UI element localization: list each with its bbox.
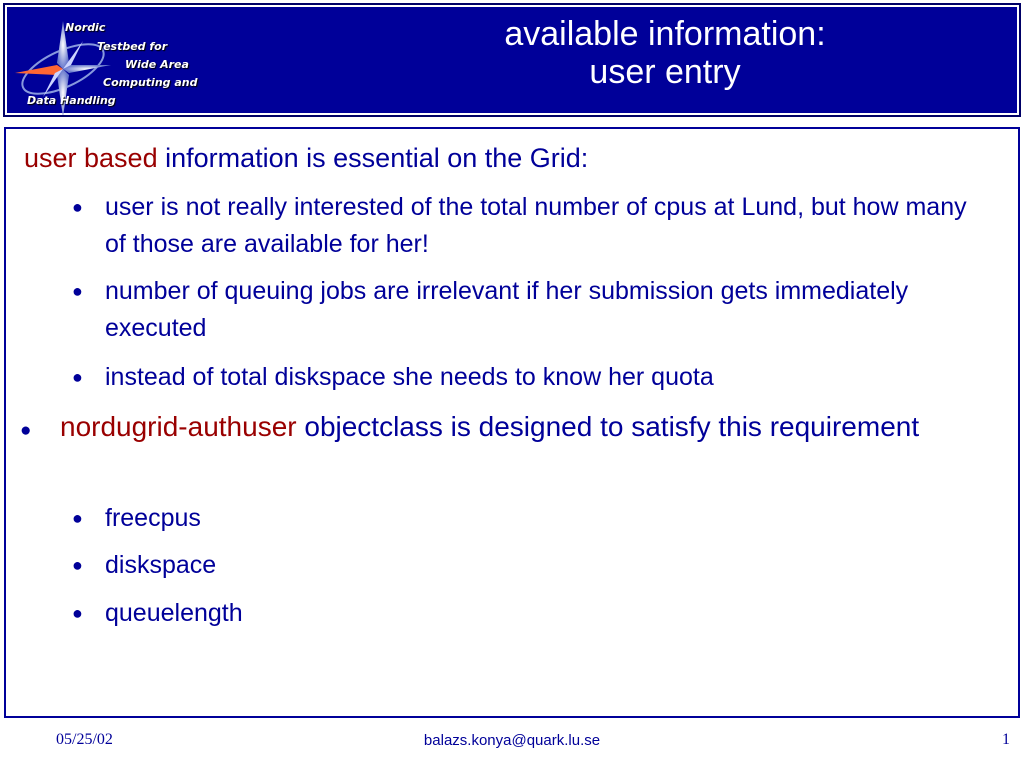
lead-rest: information is essential on the Grid: [157, 143, 589, 173]
page-number: 1 [1002, 731, 1010, 748]
footer-date: 05/25/02 [56, 731, 113, 748]
main-bullet-rest: objectclass is designed to satisfy this requirement [296, 411, 920, 442]
sub-bullet-text: diskspace [105, 551, 217, 579]
sub-bullet-text: instead of total diskspace she needs to know her quota [105, 363, 714, 391]
slide-title-line2: user entry [589, 53, 741, 91]
main-bullet-text [60, 407, 980, 447]
slide-title [375, 15, 955, 91]
bullet-dot-icon: ● [20, 420, 32, 441]
logo-text-line: Nordic [65, 21, 106, 34]
main-bullet-item [20, 407, 985, 487]
bullet-dot-icon: ● [72, 508, 83, 528]
lead-text [24, 143, 588, 174]
bullet-dot-icon: ● [72, 281, 83, 301]
lead-highlight: user based [24, 143, 158, 173]
bullet-dot-icon: ● [72, 367, 83, 387]
footer-email: balazs.konya@quark.lu.se [423, 732, 601, 749]
slide-title-line1: available information: [504, 15, 826, 53]
bullet-dot-icon: ● [72, 197, 83, 217]
main-bullet-highlight: nordugrid-authuser [60, 411, 297, 442]
logo-text-line: Wide Area [125, 58, 189, 71]
sub-bullet-text: queuelength [105, 599, 243, 627]
sub-bullet-text: freecpus [105, 504, 201, 532]
slide-body [4, 127, 1020, 718]
slide-header [3, 3, 1021, 117]
logo-text-line: Computing and [103, 76, 198, 89]
logo-text-line: Testbed for [97, 40, 168, 53]
nordugrid-logo [11, 11, 211, 115]
bullet-dot-icon: ● [72, 603, 83, 623]
sub-bullet-text: user is not really interested of the total number of cpus at Lund, but how many of those are available for her! [105, 193, 967, 258]
logo-text-line: Data Handling [27, 94, 116, 107]
sub-bullet-item [72, 359, 987, 396]
bullet-dot-icon: ● [72, 555, 83, 575]
sub-bullet-text: number of queuing jobs are irrelevant if her submission gets immediately executed [105, 277, 909, 342]
sub-bullet-item [72, 273, 987, 347]
sub-bullet-item [72, 547, 987, 584]
sub-bullet-item [72, 189, 987, 263]
sub-bullet-item [72, 595, 987, 632]
sub-bullet-item [72, 500, 987, 537]
